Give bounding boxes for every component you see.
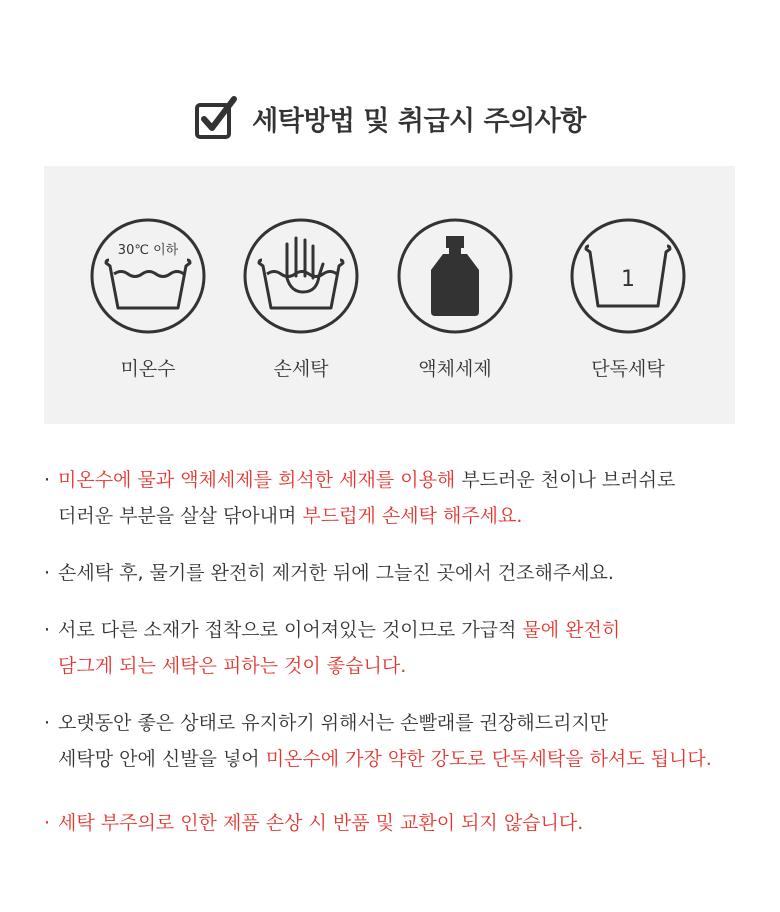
page-title: 세탁방법 및 취급시 주의사항 [252, 105, 586, 137]
hand-wash-icon [241, 216, 361, 336]
temperature-text: 30℃ 이하 [117, 243, 179, 258]
note-5 [44, 805, 583, 841]
note-text-highlight: 미온수에 가장 약한 강도로 단독세탁을 하셔도 됩니다. [265, 748, 712, 770]
note-text-highlight: 세탁 부주의로 인한 제품 손상 시 반품 및 교환이 되지 않습니다. [58, 812, 584, 834]
care-item-single-wash [568, 216, 688, 381]
note-1 [44, 462, 675, 534]
care-icons-panel [44, 166, 735, 424]
bullet: · [44, 562, 51, 584]
care-item-liquid-detergent [395, 216, 515, 381]
care-label-hand-wash: 손세탁 [273, 358, 329, 380]
note-text-highlight: 물에 완전히 [522, 619, 621, 641]
section-title [0, 94, 780, 142]
bullet: · [44, 469, 51, 491]
note-2 [44, 555, 614, 591]
count-text: 1 [621, 267, 635, 292]
bullet: · [44, 712, 51, 734]
single-wash-icon [568, 216, 688, 336]
note-text: 오랫동안 좋은 상태로 유지하기 위해서는 손빨래를 권장해드리지만 [58, 712, 609, 734]
checkbox-check-icon [194, 94, 242, 142]
care-item-hand-wash [241, 216, 361, 381]
note-text-highlight: 부드럽게 손세탁 해주세요. [302, 505, 523, 527]
note-4 [44, 705, 712, 777]
care-label-single-wash: 단독세탁 [591, 358, 665, 380]
note-text: 더러운 부분을 살살 닦아내며 [58, 505, 303, 527]
bullet: · [44, 812, 51, 834]
liquid-detergent-icon [395, 216, 515, 336]
note-text-highlight: 담그게 되는 세탁은 피하는 것이 좋습니다. [58, 655, 407, 677]
note-text: 서로 다른 소재가 접착으로 이어져있는 것이므로 가급적 [58, 619, 523, 641]
note-text: 부드러운 천이나 브러쉬로 [455, 469, 676, 491]
note-text: 손세탁 후, 물기를 완전히 제거한 뒤에 그늘진 곳에서 건조해주세요. [58, 562, 614, 584]
care-item-lukewarm [88, 216, 208, 381]
note-3 [44, 612, 620, 684]
note-text: 세탁망 안에 신발을 넣어 [58, 748, 266, 770]
care-label-liquid-detergent: 액체세제 [418, 358, 492, 380]
care-label-lukewarm: 미온수 [120, 358, 176, 380]
lukewarm-water-wash-icon [88, 216, 208, 336]
note-text-highlight: 미온수에 물과 액체세제를 희석한 세재를 이용해 [58, 469, 456, 491]
bullet: · [44, 619, 51, 641]
